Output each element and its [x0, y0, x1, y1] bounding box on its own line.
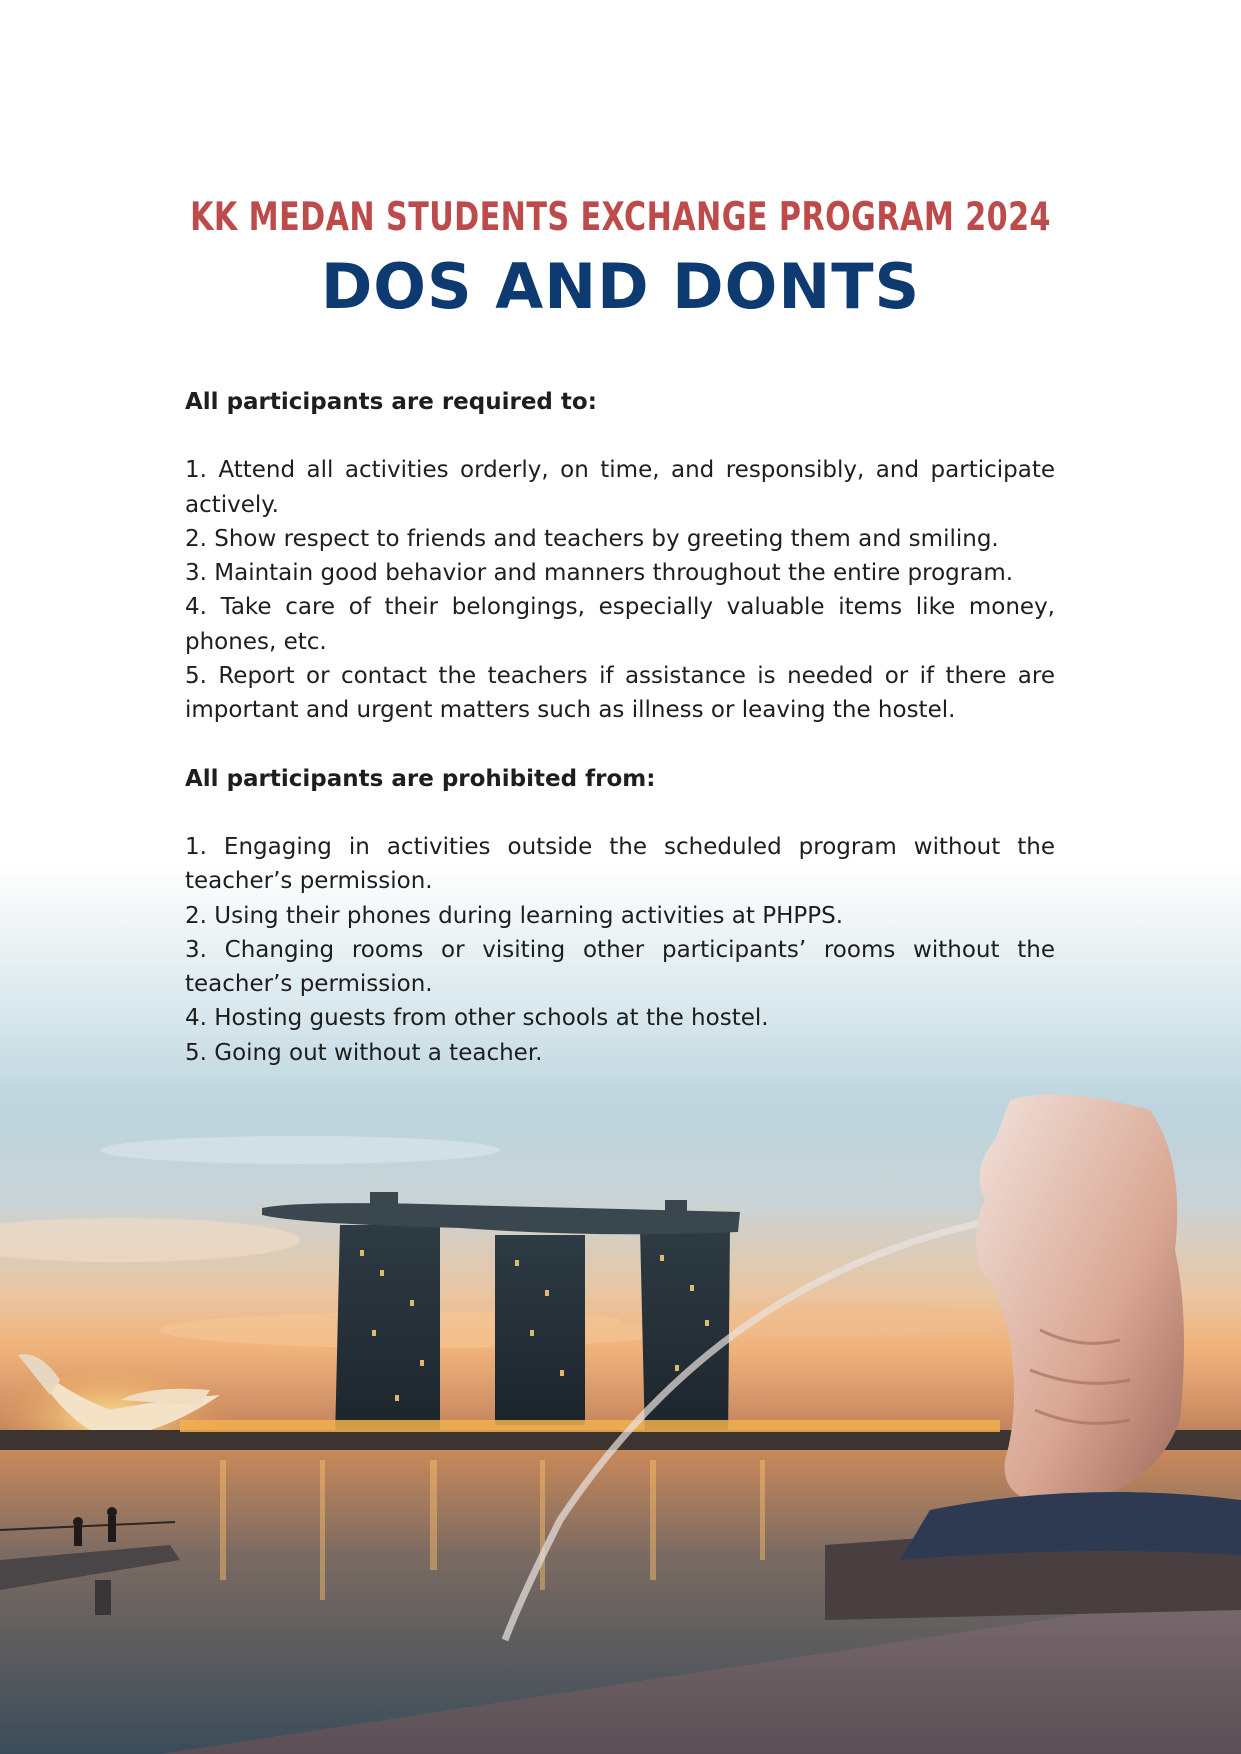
required-heading: All participants are required to:: [185, 389, 597, 415]
required-item: 4. Take care of their belongings, especially valuable items like money, phones, etc.: [185, 594, 1055, 655]
required-list: [185, 453, 1055, 727]
prohibited-item: 4. Hosting guests from other schools at the hostel.: [185, 1005, 769, 1032]
prohibited-item: 3. Changing rooms or visiting other participants’ rooms without the teacher’s permission.: [185, 936, 1055, 998]
prohibited-list: [185, 830, 1055, 1070]
required-item: 2. Show respect to friends and teachers by greeting them and smiling.: [185, 525, 999, 552]
prohibited-item: 2. Using their phones during learning activities at PHPPS.: [185, 902, 844, 929]
rules-content: [185, 385, 1055, 1104]
page-title: DOS AND DONTS: [320, 250, 921, 323]
prohibited-item: 1. Engaging in activities outside the scheduled program without the teacher’s permission.: [185, 833, 1055, 895]
required-item: 3. Maintain good behavior and manners throughout the entire program.: [185, 560, 1014, 587]
program-subtitle: KK MEDAN STUDENTS EXCHANGE PROGRAM 2024: [190, 195, 1051, 240]
required-item: 1. Attend all activities orderly, on time, and responsibly, and participate actively.: [185, 457, 1055, 518]
prohibited-heading: All participants are prohibited from:: [185, 765, 656, 792]
required-item: 5. Report or contact the teachers if assistance is needed or if there are important and urgent matters such as illness or leaving the hostel.: [185, 663, 1055, 724]
prohibited-item: 5. Going out without a teacher.: [185, 1039, 543, 1066]
